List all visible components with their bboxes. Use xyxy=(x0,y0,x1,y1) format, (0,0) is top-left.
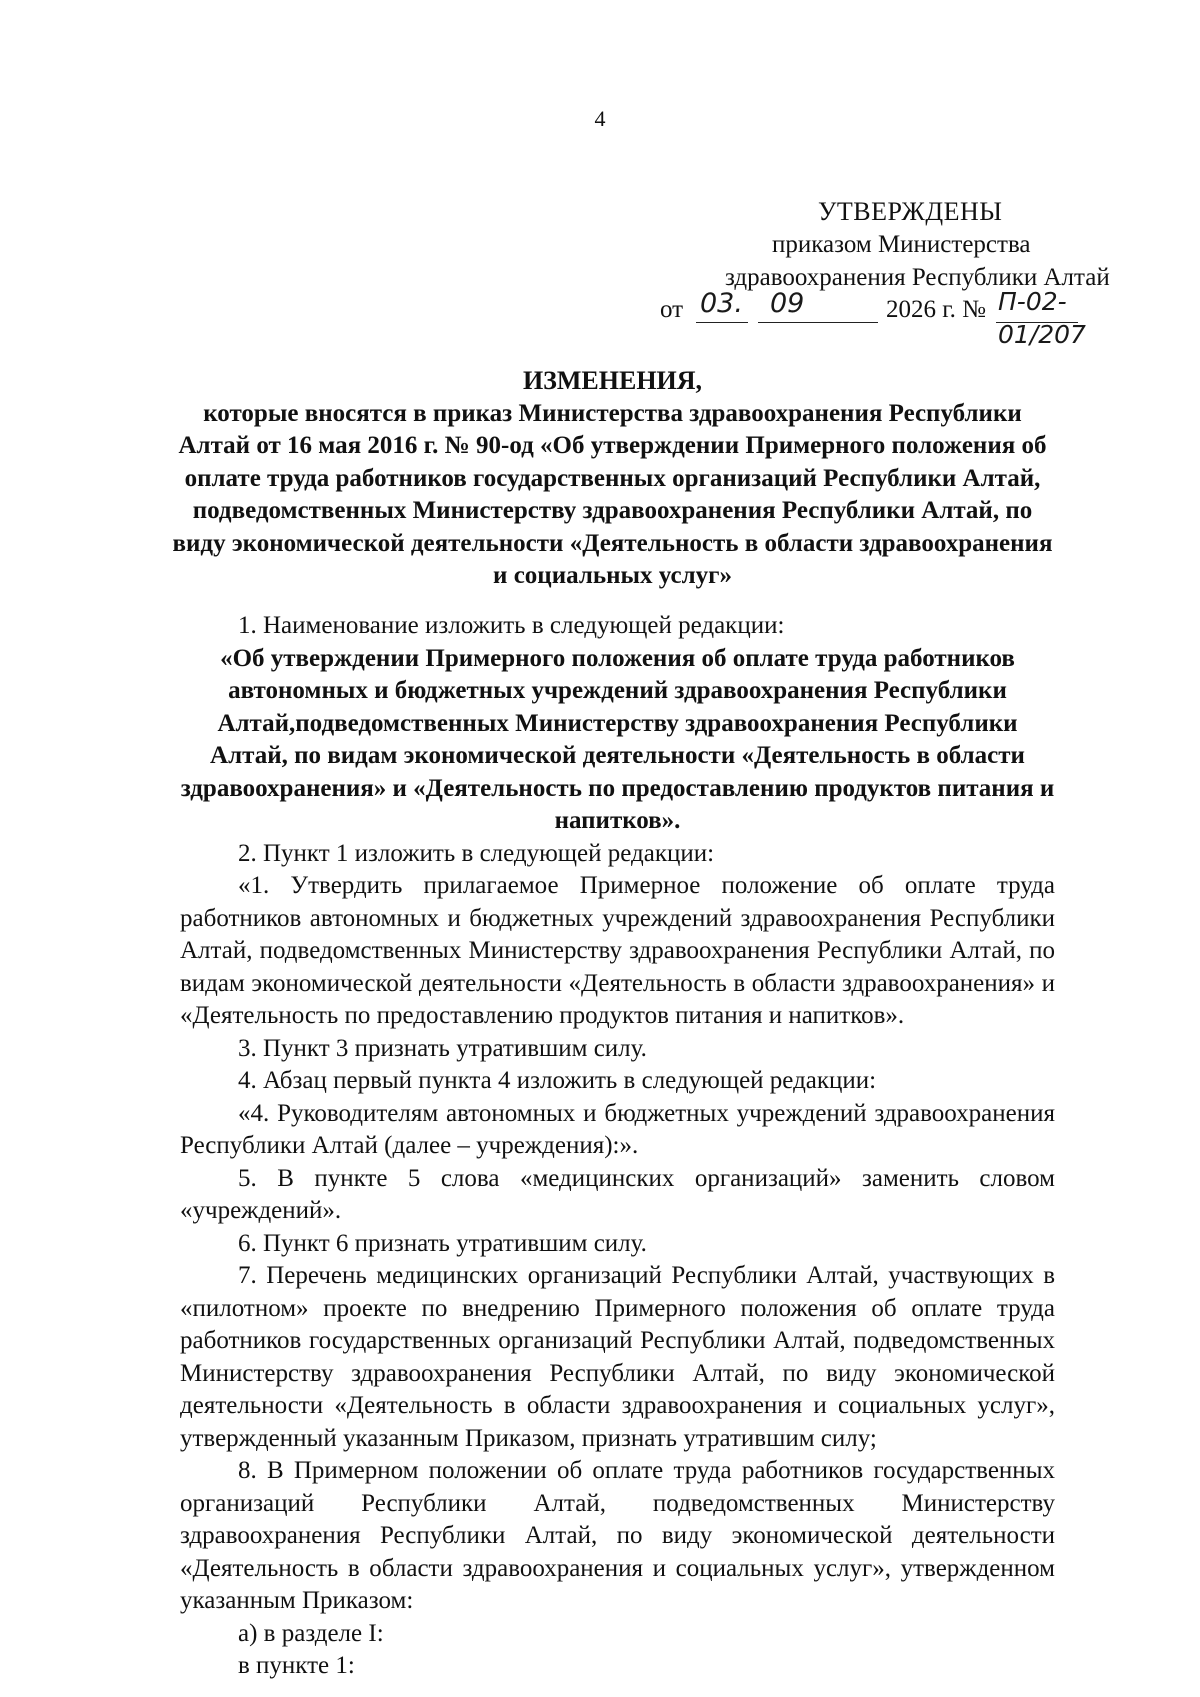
from-label: от xyxy=(660,296,684,323)
paragraph-7: 7. Перечень медицинских организаций Республики Алтай, участвующих в «пилотном» проекте по внедрению Примерного положения об оплате труда работников государственных организаций Республики Алтай, подведомственных Министерству здравоохранения Республики Алтай, по виду экономической деятельности «Деятельность в области здравоохранения и социальных услуг», утвержденный указанным Приказом, признать утратившим силу; xyxy=(180,1262,1055,1452)
paragraph-2-quote: «1. Утвердить прилагаемое Примерное положение об оплате труда работников автономных и бюджетных учреждений здравоохранения Республики Алтай, подведомственных Министерству здравоохранения Республики Алтай, по видам экономической деятельности «Деятельность в области здравоохранения» и «Деятельность по предоставлению продуктов питания и напитков». xyxy=(180,872,1055,1029)
month-underline xyxy=(758,322,878,323)
approval-line-order: приказом Министерства xyxy=(772,231,1031,258)
handwritten-number: П-02-01/207 xyxy=(998,287,1086,349)
paragraph-6: 6. Пункт 6 признать утратившим силу. xyxy=(238,1229,647,1257)
document-body xyxy=(180,610,1055,1683)
paragraph-4-quote: «4. Руководителям автономных и бюджетных учреждений здравоохранения Республики Алтай (далее – учреждения):». xyxy=(180,1099,1055,1159)
paragraph-4: 4. Абзац первый пункта 4 изложить в следующей редакции: xyxy=(238,1067,877,1094)
handwritten-month: 09 xyxy=(770,288,805,319)
year-label: 2026 г. № xyxy=(886,296,987,323)
page-number: 4 xyxy=(594,106,606,131)
approval-line-ministry: здравоохранения Республики Алтай xyxy=(725,264,1110,291)
paragraph-1-quote: «Об утверждении Примерного положения об оплате труда работников автономных и бюджетных учреждений здравоохранения Республики Алтай,подведомственных Министерству здравоохранения Республики Алтай, по видам экономической деятельности «Деятельность в области здравоохранения» и «Деятельность по предоставлению продуктов питания и напитков». xyxy=(180,644,1055,834)
heading-subtitle: которые вносятся в приказ Министерства здравоохранения Республики Алтай от 16 мая 2016 г. № 90-од «Об утверждении Примерного положения об оплате труда работников государственных организаций Республики Алтай, подведомственных Министерству здравоохранения Республики Алтай, по виду экономической деятельности «Деятельность в области здравоохранения и социальных услуг» xyxy=(172,399,1053,589)
document-heading xyxy=(170,365,1055,593)
approval-date-number-line xyxy=(660,287,1140,349)
handwritten-day: 03. xyxy=(700,288,743,319)
day-underline xyxy=(696,322,748,323)
paragraph-8: 8. В Примерном положении об оплате труда работников государственных организаций Республики Алтай, подведомственных Министерству здравоохранения Республики Алтай, по виду экономической деятельности «Деятельность в области здравоохранения и социальных услуг», утвержденном указанным Приказом: xyxy=(180,1457,1055,1614)
heading-title: ИЗМЕНЕНИЯ, xyxy=(522,366,703,395)
paragraph-5: 5. В пункте 5 слова «медицинских организаций» заменить словом «учреждений». xyxy=(180,1164,1055,1224)
paragraph-3: 3. Пункт 3 признать утратившим силу. xyxy=(238,1034,647,1062)
paragraph-2: 2. Пункт 1 изложить в следующей редакции: xyxy=(238,839,715,867)
paragraph-1: 1. Наименование изложить в следующей редакции: xyxy=(238,612,785,639)
approval-title: УТВЕРЖДЕНЫ xyxy=(818,197,1003,226)
paragraph-8a: а) в разделе I: xyxy=(238,1619,384,1647)
paragraph-8b: в пункте 1: xyxy=(238,1652,355,1679)
